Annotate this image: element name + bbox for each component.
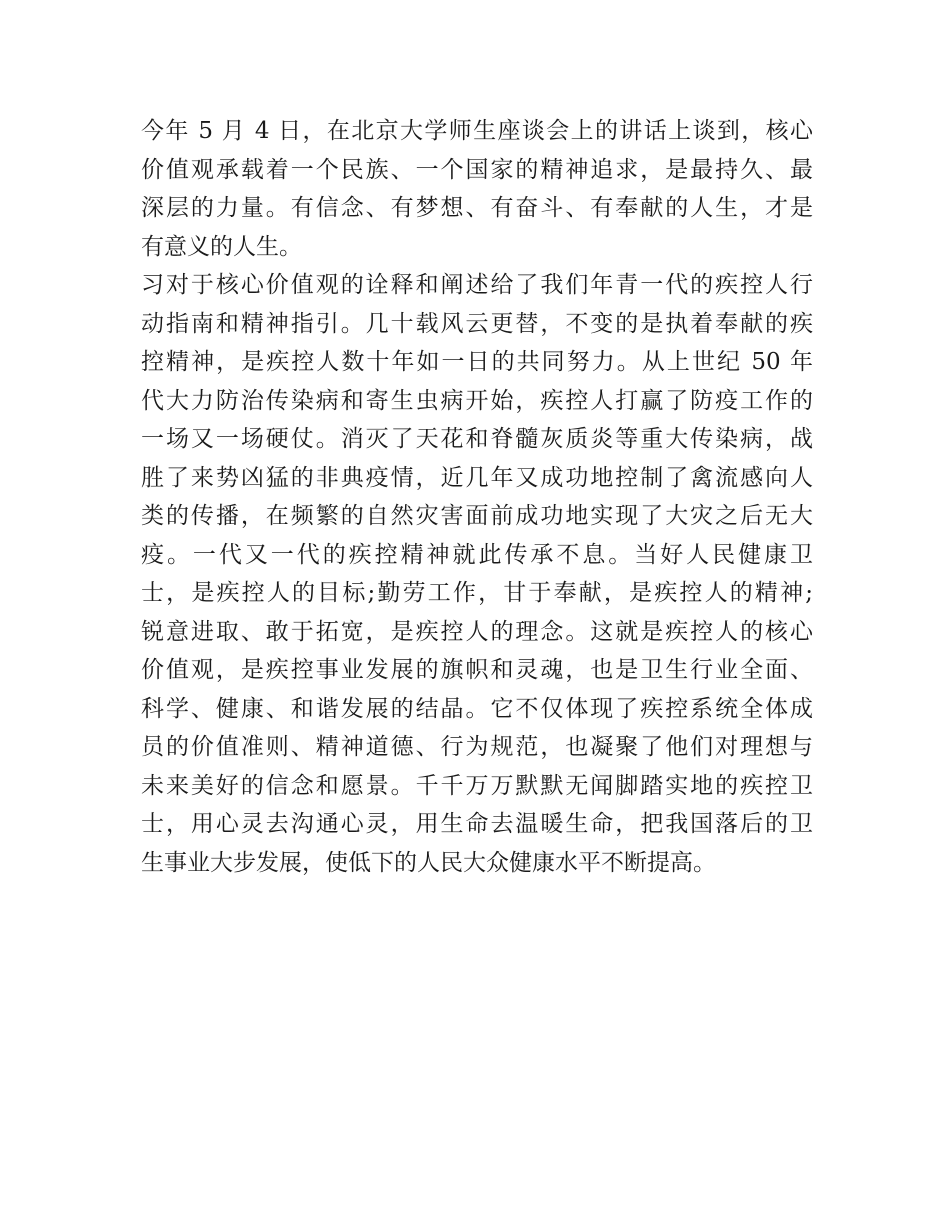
text-line: 类的传播，在频繁的自然灾害面前成功地实现了大灾之后无大 [141, 503, 813, 529]
text-line: 科学、健康、和谐发展的结晶。它不仅体现了疾控系统全体成 [141, 695, 813, 722]
text-line: 士，是疾控人的目标;勤劳工作，甘于奉献，是疾控人的精神; [141, 580, 813, 606]
text-line: 生事业大步发展，使低下的人民大众健康水平不断提高。 [141, 849, 716, 876]
text-line: 价值观，是疾控事业发展的旗帜和灵魂，也是卫生行业全面、 [141, 657, 813, 683]
text-line: 员的价值准则、精神道德、行为规范，也凝聚了他们对理想与 [141, 734, 813, 760]
text-line: 控精神，是疾控人数十年如一日的共同努力。从上世纪 50 年 [141, 349, 813, 375]
paragraph-2 [141, 266, 813, 882]
text-line: 胜了来势凶猛的非典疫情，近几年又成功地控制了禽流感向人 [141, 464, 813, 491]
paragraph-1 [141, 112, 813, 266]
text-line: 价值观承载着一个民族、一个国家的精神追求，是最持久、最 [141, 156, 813, 183]
text-line: 有意义的人生。 [141, 233, 302, 260]
text-line: 代大力防治传染病和寄生虫病开始，疾控人打赢了防疫工作的 [141, 387, 813, 414]
document-body [141, 112, 813, 882]
text-line: 一场又一场硬仗。消灭了天花和脊髓灰质炎等重大传染病，战 [141, 426, 813, 452]
text-line: 未来美好的信念和愿景。千千万万默默无闻脚踏实地的疾控卫 [141, 772, 813, 799]
text-line: 习对于核心价值观的诠释和阐述给了我们年青一代的疾控人行 [141, 272, 813, 298]
text-line: 动指南和精神指引。几十载风云更替，不变的是执着奉献的疾 [141, 310, 813, 337]
text-line: 今年 5 月 4 日，在北京大学师生座谈会上的讲话上谈到，核心 [141, 118, 813, 144]
text-line: 深层的力量。有信念、有梦想、有奋斗、有奉献的人生，才是 [141, 195, 813, 221]
text-line: 锐意进取、敢于拓宽，是疾控人的理念。这就是疾控人的核心 [141, 618, 813, 645]
text-line: 疫。一代又一代的疾控精神就此传承不息。当好人民健康卫 [141, 541, 813, 568]
text-line: 士，用心灵去沟通心灵，用生命去温暖生命，把我国落后的卫 [141, 811, 813, 837]
